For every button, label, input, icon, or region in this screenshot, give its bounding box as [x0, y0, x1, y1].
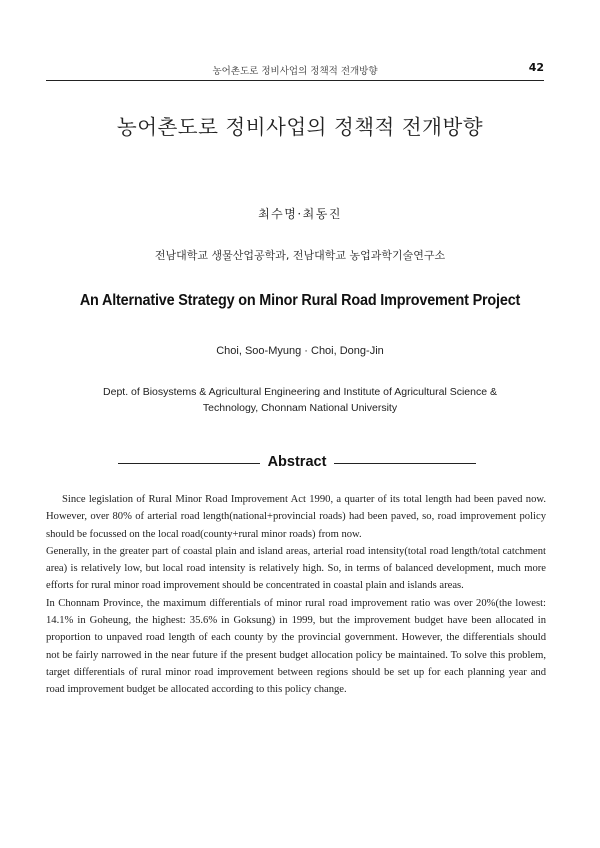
- page-number: 42: [528, 61, 544, 74]
- affiliation-line-1: Dept. of Biosystems & Agricultural Engineering and Institute of Agricultural Science &: [103, 386, 497, 398]
- abstract-paragraph-2: Generally, in the greater part of coastal plain and island areas, arterial road intensity(total road length/total catchment area) is relatively low, but local road intensity is relatively high. So, in terms of balanced development, much more efforts for rural minor road improvement should be concentrated in coastal plain and islands areas.: [46, 545, 546, 592]
- english-title: An Alternative Strategy on Minor Rural Road Improvement Project: [79, 292, 521, 309]
- abstract-label: Abstract: [267, 454, 327, 470]
- english-authors: Choi, Soo-Myung · Choi, Dong-Jin: [216, 345, 384, 357]
- abstract-paragraph-3: In Chonnam Province, the maximum differentials of minor rural road improvement ratio was over 20%(the lowest: 14.1% in Goheung, the highest: 35.6% in Goksung) in 1999, but the improvement budget have been allocated in proportion to unpaved road length of each county by the provincial government. However, the differentials should not be fairly narrowed in the near future if the present budget allocation policy be maintained. To solve this problem, target differentials of rural minor road improvement between regions should be set up for each planning year and road improvement budget be allocated according to this policy change.: [46, 597, 546, 696]
- abstract-body: [46, 491, 546, 699]
- english-affiliation: [100, 385, 500, 416]
- abstract-rule-right: [334, 463, 476, 464]
- abstract-paragraph-1: Since legislation of Rural Minor Road Improvement Act 1990, a quarter of its total length had been paved now. However, over 80% of arterial road length(national+provincial roads) had been paved, so, road improvement policy should be focussed on the local road(county+rural minor roads) from now.: [46, 494, 546, 540]
- korean-affiliation: 전남대학교 생물산업공학과, 전남대학교 농업과학기술연구소: [154, 249, 446, 262]
- korean-authors: 최수명·최동진: [258, 207, 342, 221]
- abstract-heading: [118, 454, 476, 472]
- affiliation-line-2: Technology, Chonnam National University: [202, 401, 398, 414]
- running-title: 농어촌도로 정비사업의 정책적 전개방향: [212, 66, 378, 77]
- korean-title: 농어촌도로 정비사업의 정책적 전개방향: [116, 115, 484, 139]
- running-header: [46, 60, 544, 81]
